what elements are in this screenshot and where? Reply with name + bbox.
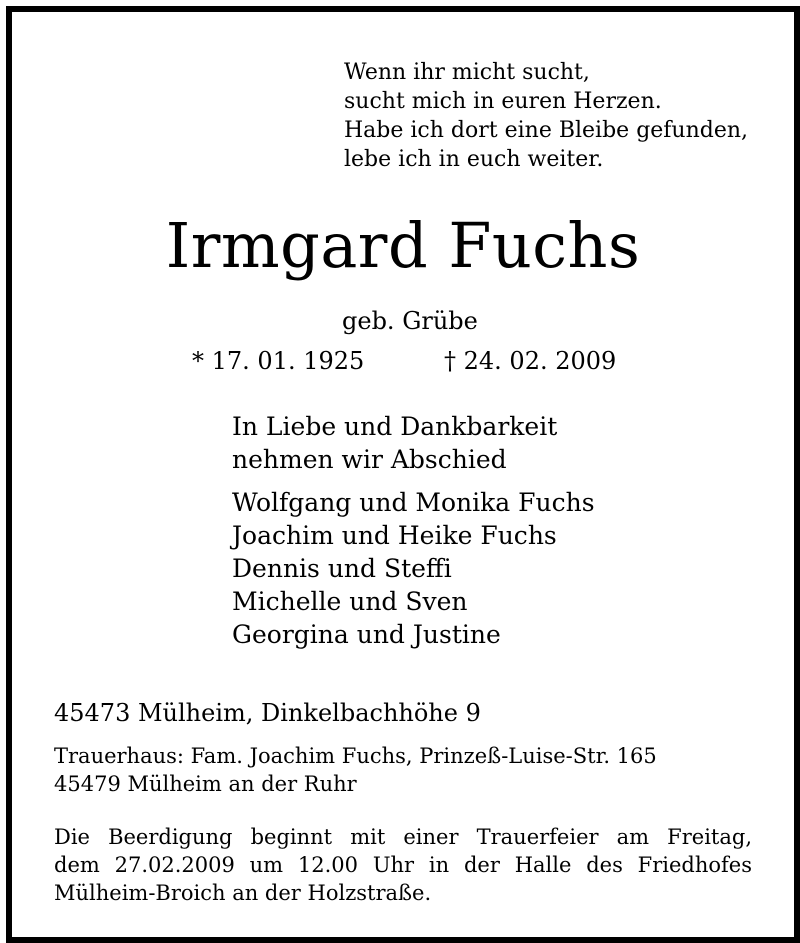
poem-line: lebe ich in euch weiter. — [344, 147, 604, 172]
poem-line: sucht mich in euren Herzen. — [344, 89, 662, 114]
mourner-entry: Wolfgang und Monika Fuchs — [232, 488, 595, 517]
funeral-line: dem 27.02.2009 um 12.00 Uhr in der Halle des Friedhofes — [54, 853, 752, 877]
trauerhaus-line: Trauerhaus: Fam. Joachim Fuchs, Prinzeß-Luise-Str. 165 — [54, 744, 657, 768]
maiden-name: geb. Grübe — [342, 307, 478, 335]
farewell-line: nehmen wir Abschied — [232, 445, 507, 474]
mourner-entry: Joachim und Heike Fuchs — [232, 521, 557, 550]
memorial-poem — [344, 58, 748, 174]
funeral-line: Mülheim-Broich an der Holzstraße. — [54, 881, 432, 905]
birth-date: * 17. 01. 1925 — [192, 347, 365, 375]
funeral-details — [54, 823, 752, 907]
mourner-entry: Georgina und Justine — [232, 620, 501, 649]
poem-line: Habe ich dort eine Bleibe gefunden, — [344, 118, 749, 143]
trauerhaus-line: 45479 Mülheim an der Ruhr — [54, 772, 357, 796]
farewell-line: In Liebe und Dankbarkeit — [232, 412, 558, 441]
family-address: 45473 Mülheim, Dinkelbachhöhe 9 — [54, 699, 481, 727]
poem-line: Wenn ihr micht sucht, — [344, 60, 590, 85]
obituary-notice — [6, 6, 800, 943]
death-date: † 24. 02. 2009 — [444, 347, 617, 375]
funeral-line: Die Beerdigung beginnt mit einer Trauerfeier am Freitag, — [54, 825, 752, 849]
mourner-entry: Michelle und Sven — [232, 587, 468, 616]
house-of-mourning — [54, 742, 657, 798]
mourner-entry: Dennis und Steffi — [232, 554, 452, 583]
deceased-name: Irmgard Fuchs — [165, 209, 641, 282]
farewell-text — [232, 410, 557, 476]
mourners-list — [232, 486, 595, 651]
